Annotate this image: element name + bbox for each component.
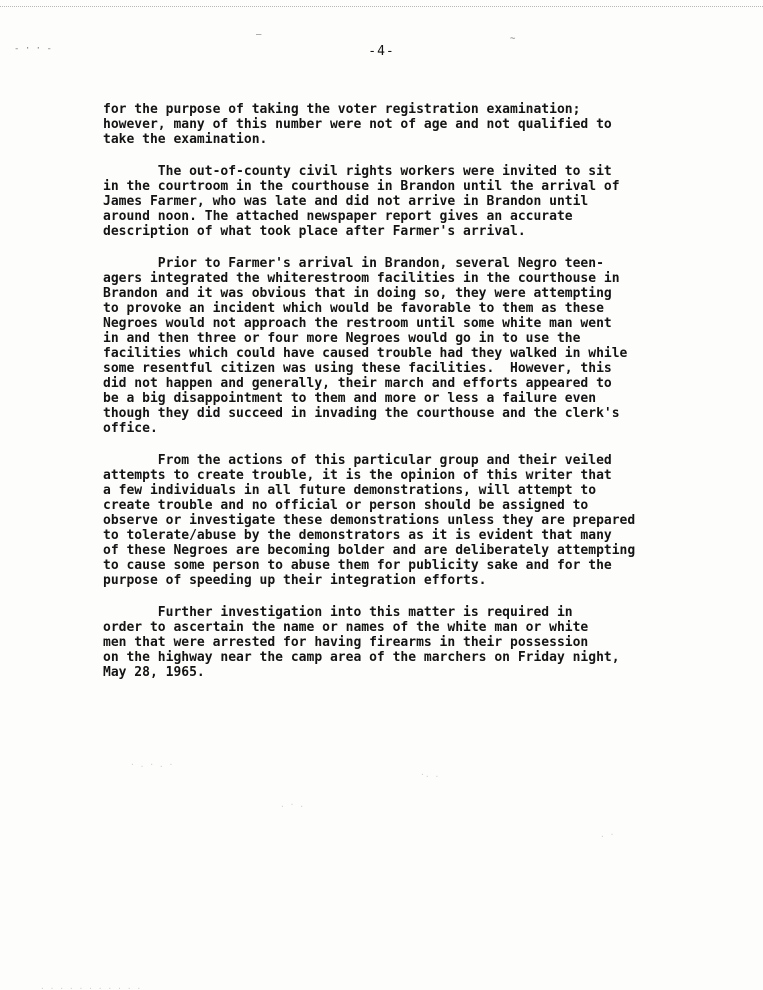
text-line: though they did succeed in invading the courthouse and the clerk's — [103, 406, 620, 421]
page-number: -4- — [368, 44, 395, 59]
text-line: to provoke an incident which would be favorable to them as these — [103, 301, 604, 316]
text-line: around noon. The attached newspaper report gives an accurate — [103, 209, 573, 224]
text-line: on the highway near the camp area of the marchers on Friday night, — [103, 650, 620, 665]
text-line: to tolerate/abuse by the demonstrators as it is evident that many — [103, 528, 612, 543]
scan-noise: . . . . . . . . . . . — [40, 982, 142, 990]
scan-noise: · . · . · — [130, 760, 174, 769]
text-line: Further investigation into this matter is required in — [103, 605, 573, 620]
paragraph-4 — [103, 453, 733, 588]
text-line: Brandon and it was obvious that in doing so, they were attempting — [103, 286, 612, 301]
document-body — [103, 102, 733, 697]
top-scan-edge — [0, 0, 763, 7]
text-line: May 28, 1965. — [103, 665, 205, 680]
text-line: The out-of-county civil rights workers were invited to sit — [103, 164, 612, 179]
scan-speck: - · · - — [14, 44, 52, 54]
text-line: for the purpose of taking the voter registration examination; — [103, 102, 581, 117]
scan-speck: — — [256, 30, 262, 40]
text-line: facilities which could have caused trouble had they walked in while — [103, 346, 628, 361]
text-line: be a big disappointment to them and more or less a failure even — [103, 391, 597, 406]
scan-noise: ·. . — [420, 770, 440, 779]
text-line: in and then three or four more Negroes would go in to use the — [103, 331, 581, 346]
scan-speck: ~ — [510, 34, 516, 44]
text-line: attempts to create trouble, it is the opinion of this writer that — [103, 468, 612, 483]
scan-noise: . · — [600, 830, 615, 839]
text-line: however, many of this number were not of age and not qualified to — [103, 117, 612, 132]
text-line: Prior to Farmer's arrival in Brandon, several Negro teen- — [103, 256, 604, 271]
text-line: purpose of speeding up their integration efforts. — [103, 573, 487, 588]
text-line: order to ascertain the name or names of the white man or white — [103, 620, 589, 635]
text-line: to cause some person to abuse them for publicity sake and for the — [103, 558, 612, 573]
text-line: in the courtroom in the courthouse in Brandon until the arrival of — [103, 179, 620, 194]
text-line: From the actions of this particular group and their veiled — [103, 453, 612, 468]
text-line: James Farmer, who was late and did not arrive in Brandon until — [103, 194, 589, 209]
text-line: office. — [103, 421, 158, 436]
text-line: create trouble and no official or person should be assigned to — [103, 498, 589, 513]
text-line: some resentful citizen was using these facilities. However, this — [103, 361, 612, 376]
text-line: take the examination. — [103, 132, 268, 147]
text-line: description of what took place after Farmer's arrival. — [103, 224, 526, 239]
scan-noise: . · . — [280, 800, 305, 809]
text-line: agers integrated the whiterestroom facilities in the courthouse in — [103, 271, 620, 286]
text-line: observe or investigate these demonstrations unless they are prepared — [103, 513, 636, 528]
text-line: a few individuals in all future demonstrations, will attempt to — [103, 483, 597, 498]
paragraph-1 — [103, 102, 733, 147]
paragraph-2 — [103, 164, 733, 239]
text-line: men that were arrested for having firearms in their possession — [103, 635, 589, 650]
paragraph-3 — [103, 256, 733, 436]
paragraph-5 — [103, 605, 733, 680]
text-line: of these Negroes are becoming bolder and are deliberately attempting — [103, 543, 636, 558]
text-line: Negroes would not approach the restroom until some white man went — [103, 316, 612, 331]
text-line: did not happen and generally, their march and efforts appeared to — [103, 376, 612, 391]
